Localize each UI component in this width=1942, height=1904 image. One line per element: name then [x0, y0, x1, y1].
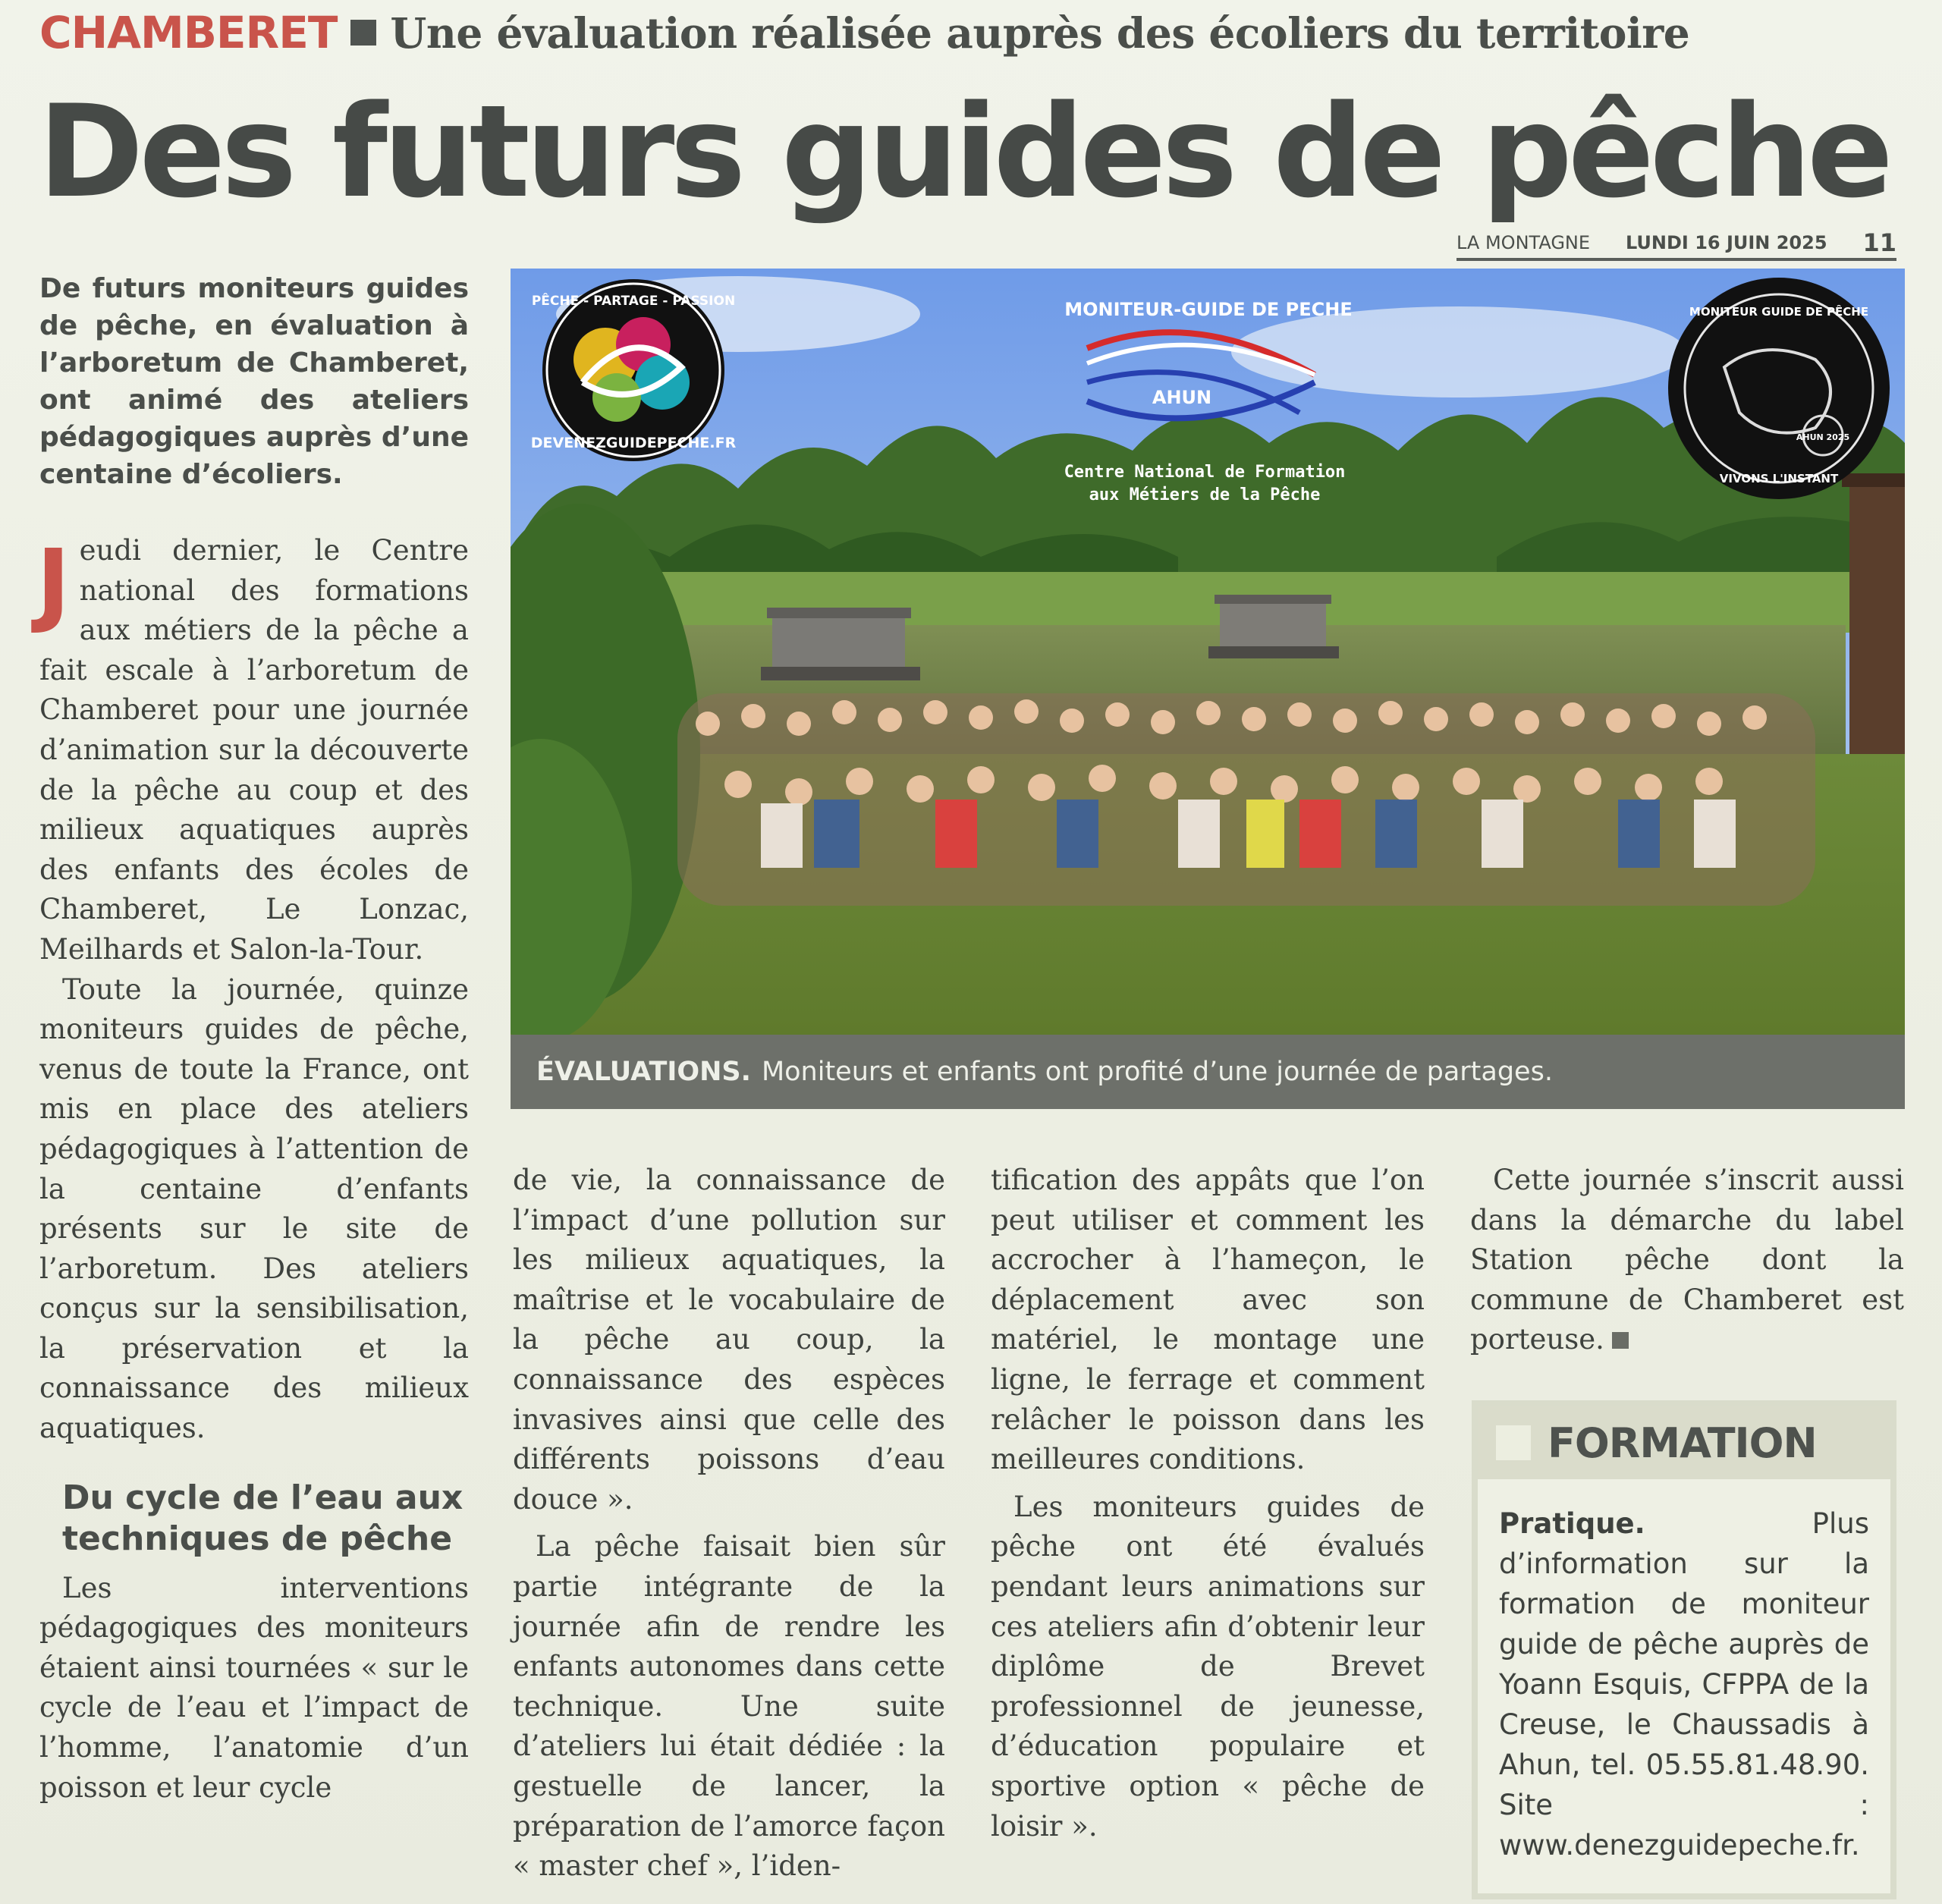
kicker-separator	[350, 20, 376, 46]
kicker-subtitle: Une évaluation réalisée auprès des écoliers du territoire	[390, 8, 1690, 58]
text-column-2	[513, 1161, 945, 1887]
ahun-2025-badge	[1668, 278, 1890, 499]
logo-center-title: MONITEUR-GUIDE DE PECHE	[1064, 299, 1353, 320]
paragraph-7: Les moniteurs guides de pêche ont été évalués pendant leurs animations sur ces ateliers afin d’obtenir leur diplôme de Brevet professionnel de jeunesse, d’éducation populaire et sportive option « pêche de loisir ».	[991, 1490, 1425, 1843]
logo-right-center-text: AHUN 2025	[1796, 432, 1850, 442]
formation-header	[1478, 1406, 1890, 1479]
text-column-1	[36, 531, 469, 1808]
caption-label: ÉVALUATIONS.	[536, 1057, 751, 1087]
end-of-article-mark	[1612, 1332, 1629, 1349]
lead-paragraph: De futurs moniteurs guides de pêche, en évaluation à l’arboretum de Chamberet, ont animé des ateliers pédagogiques auprès d’une centaine d’écoliers.	[39, 273, 469, 490]
text-column-4	[1470, 1161, 1904, 1360]
dropcap: J	[36, 531, 71, 636]
formation-text	[1478, 1479, 1890, 1865]
caption-text: Moniteurs et enfants ont profité d’une journée de partages.	[761, 1057, 1553, 1087]
formation-title: FORMATION	[1548, 1419, 1817, 1467]
formation-box	[1472, 1400, 1896, 1899]
logo-right-top-text: MONITEUR GUIDE DE PÊCHE	[1689, 305, 1869, 319]
formation-square-icon	[1496, 1425, 1531, 1460]
issue-date: LUNDI 16 JUIN 2025	[1625, 232, 1827, 253]
paragraph-2: Toute la journée, quinze moniteurs guides de pêche, venus de toute la France, ont mis en place des ateliers pédagogiques à l’attention de la centaine d’enfants présents sur le site de l’arboretum. Des ateliers conçus sur la sensibilisation, la préservation et la connaissance des milieux aquatiques.	[39, 972, 469, 1445]
subheading: Du cycle de l’eau aux techniques de pêche	[62, 1478, 464, 1558]
text-column-3	[991, 1161, 1425, 1846]
photo-caption	[511, 1035, 1905, 1109]
logo-left-top-text: PÊCHE - PARTAGE - PASSION	[531, 294, 736, 309]
folio	[1456, 228, 1896, 261]
page-number: 11	[1862, 228, 1896, 257]
floating-cabin	[1208, 595, 1339, 658]
paragraph-5: La pêche faisait bien sûr partie intégrante de la journée afin de rendre les enfants autonomes dans cette technique. Une suite d’ateliers lui était dédiée : la gestuelle de lancer, la préparation de l’amorce façon « master chef », l’iden-	[513, 1530, 945, 1883]
floating-cabin	[761, 608, 920, 680]
paragraph-6: tification des appâts que l’on peut utiliser et comment les accrocher à l’hameçon, le déplacement avec son matériel, le montage une ligne, le ferrage et comment relâcher le poisson dans les meilleures conditions.	[991, 1164, 1425, 1476]
logo-center-line2: aux Métiers de la Pêche	[1089, 485, 1321, 504]
newspaper-name: LA MONTAGNE	[1456, 232, 1591, 253]
logo-center-town: AHUN	[1152, 387, 1212, 408]
paragraph-4: de vie, la connaissance de l’impact d’une pollution sur les milieux aquatiques, la maîtrise et le vocabulaire de la pêche au coup, la connaissance des espèces invasives ainsi que celle des différents poissons d’eau douce ».	[513, 1164, 945, 1516]
formation-label: Pratique.	[1499, 1507, 1645, 1540]
logo-right-bottom-text: VIVONS L'INSTANT	[1719, 472, 1839, 485]
paragraph-3: Les interventions pédagogiques des moniteurs étaient ainsi tournées « sur le cycle de l’eau et l’impact de l’homme, l’anatomie d’un poisson et leur cycle	[39, 1571, 469, 1804]
kicker-place: CHAMBERET	[39, 7, 338, 58]
paragraph-1: Jeudi dernier, le Centre national des formations aux métiers de la pêche a fait escale à l’arboretum de Chamberet pour une journée d’animation sur la découverte de la pêche au coup et des milieux aquatiques auprès des enfants des écoles de Chamberet, Le Lonzac, Meilhards et Salon-la-Tour.	[36, 531, 469, 966]
crowd-of-children	[677, 693, 1815, 906]
kicker	[39, 6, 1689, 59]
group-photo	[511, 269, 1905, 1035]
logo-left-bottom-text: DEVENEZGUIDEPECHE.FR	[530, 435, 737, 451]
headline: Des futurs guides de pêche	[38, 77, 1889, 226]
photo-illustration	[511, 269, 1905, 1035]
formation-body: Plus d’information sur la formation de moniteur guide de pêche auprès de Yoann Esquis, CFPPA de la Creuse, le Chaussadis à Ahun, tel. 05.55.81.48.90. Site : www.denezguidepeche.fr.	[1499, 1507, 1869, 1862]
paragraph-8: Cette journée s’inscrit aussi dans la démarche du label Station pêche dont la commune de Chamberet est porteuse.	[1470, 1164, 1904, 1356]
logo-center-line1: Centre National de Formation	[1064, 463, 1346, 482]
